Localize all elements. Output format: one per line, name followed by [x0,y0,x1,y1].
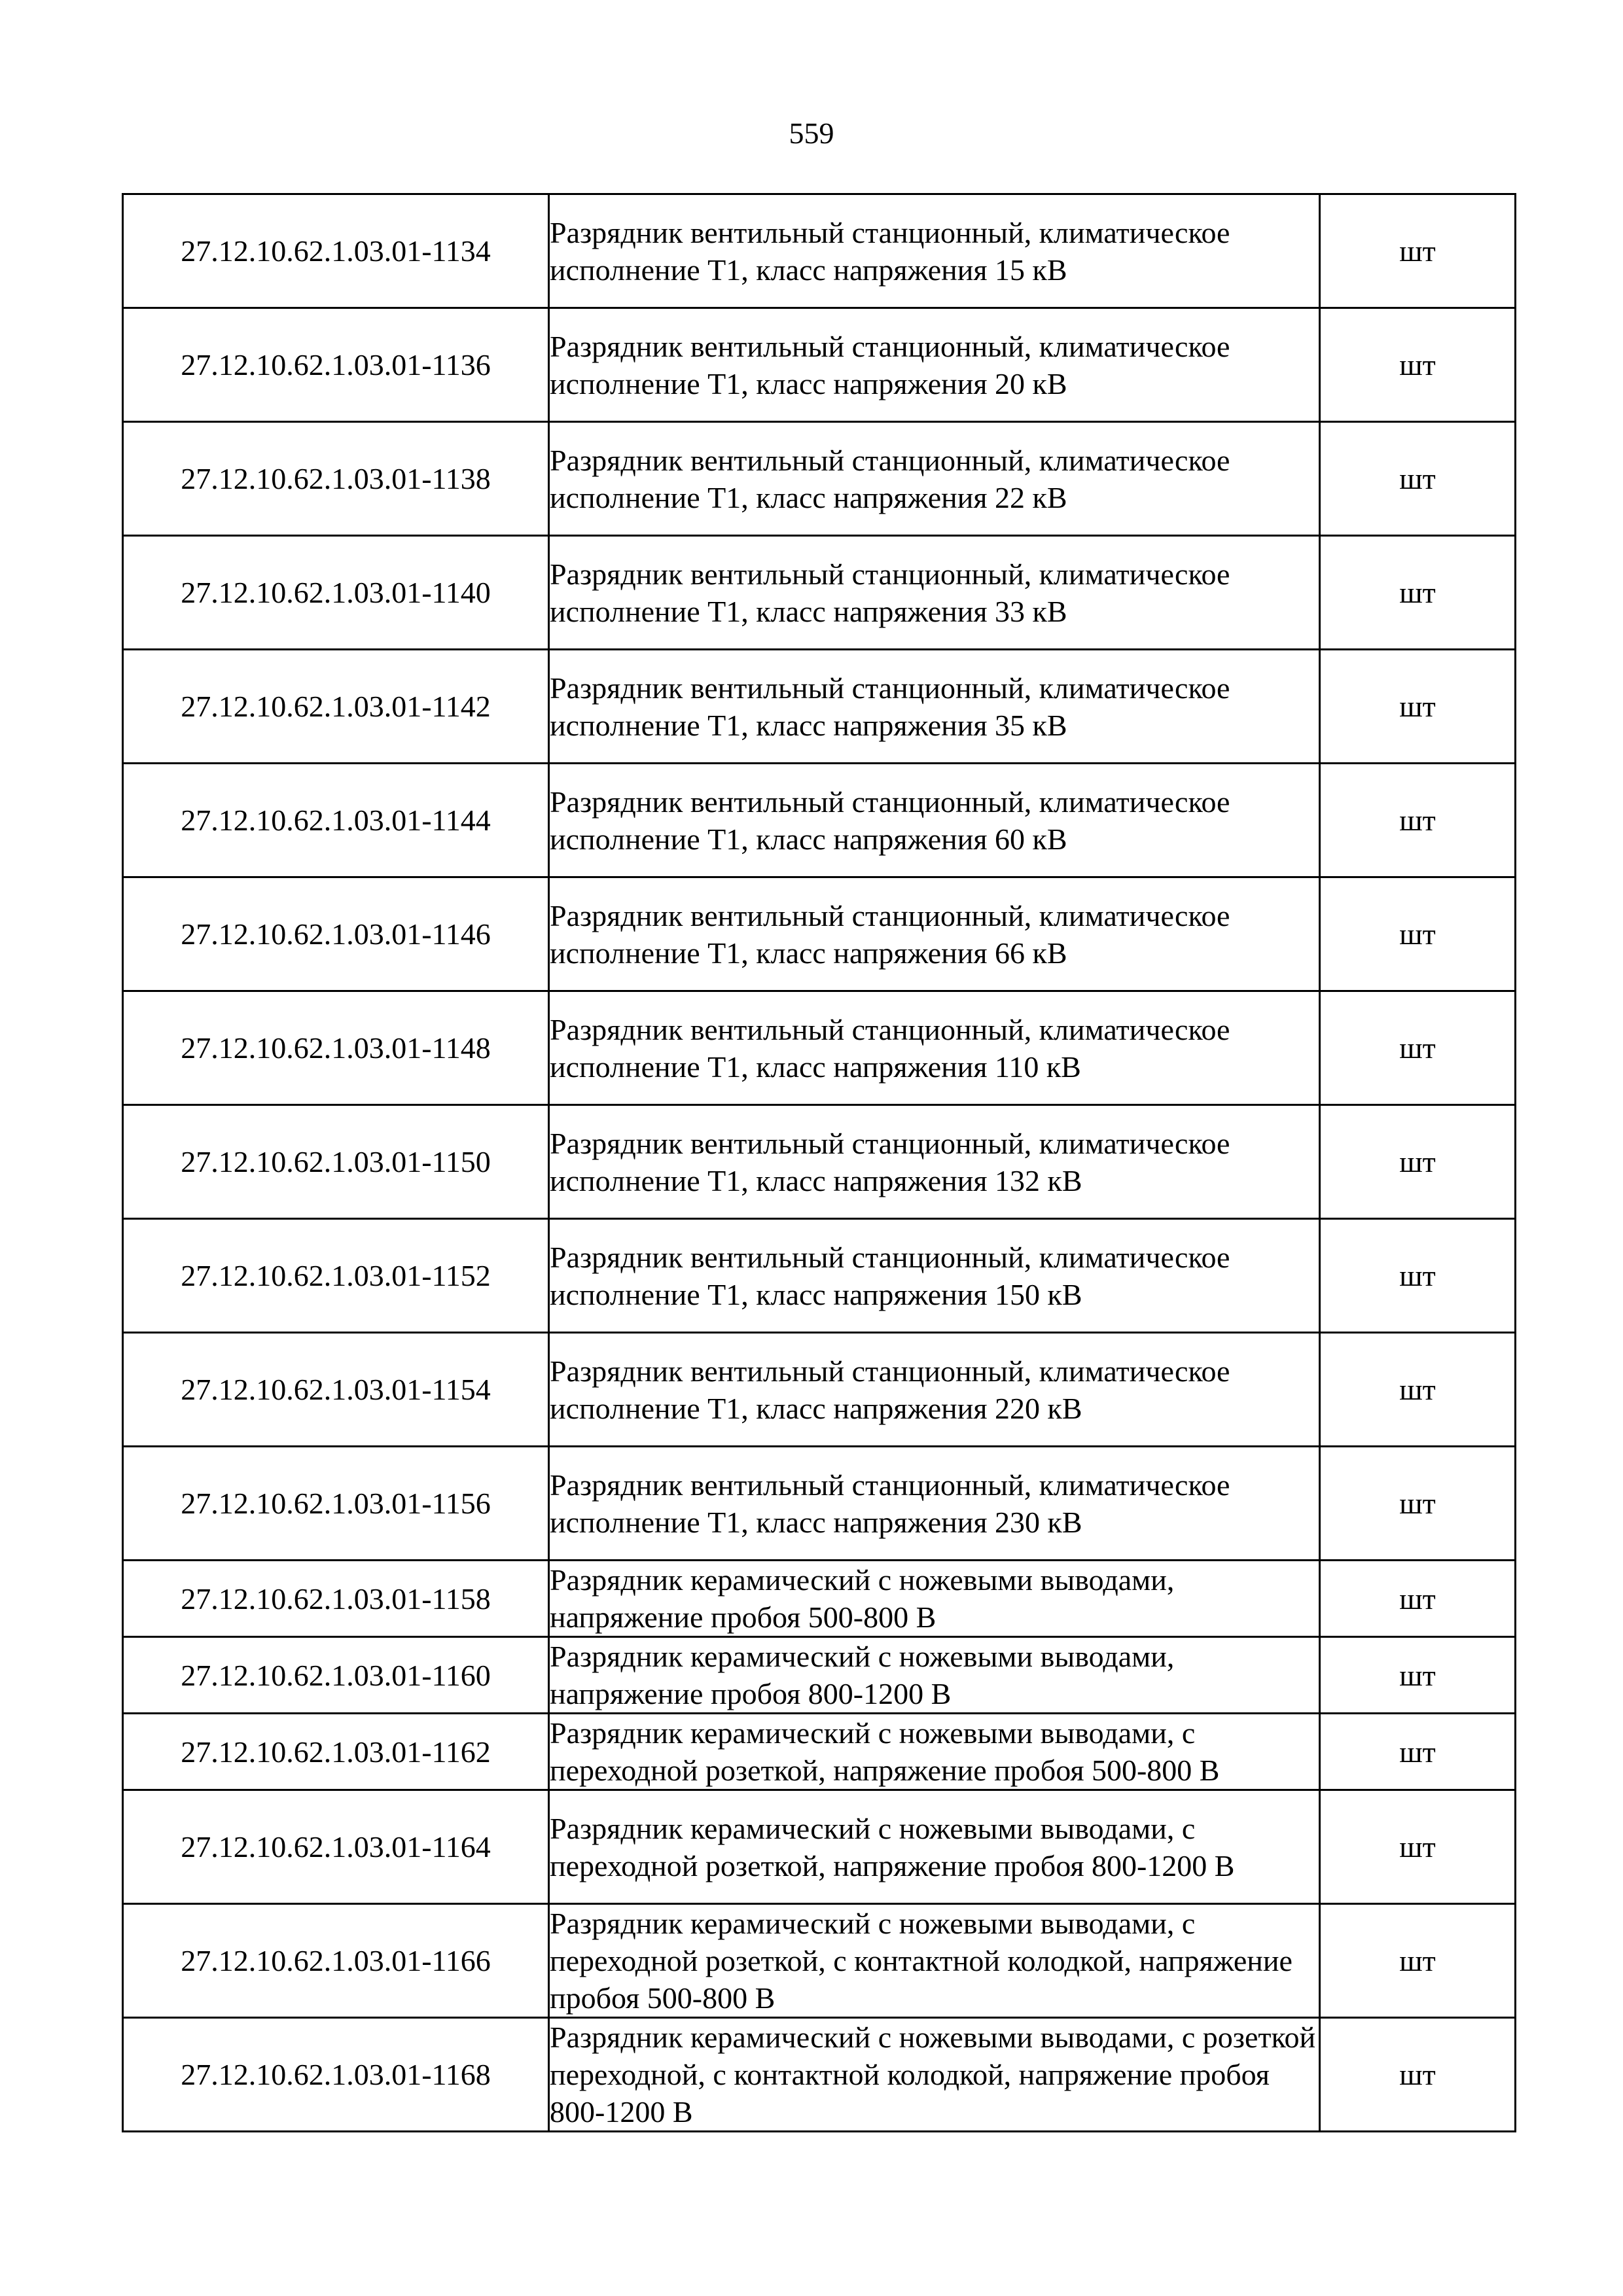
table-row [123,194,1516,308]
unit-of-measure: шт [1320,536,1516,650]
table-row [123,650,1516,764]
table-row [123,1219,1516,1333]
table-row [123,1904,1516,2018]
resource-code: 27.12.10.62.1.03.01-1154 [123,1333,549,1447]
unit-of-measure: шт [1320,650,1516,764]
unit-of-measure: шт [1320,194,1516,308]
resource-code: 27.12.10.62.1.03.01-1148 [123,991,549,1105]
unit-of-measure: шт [1320,2018,1516,2132]
resource-code: 27.12.10.62.1.03.01-1156 [123,1447,549,1561]
resource-name: Разрядник вентильный станционный, климатическое исполнение Т1, класс напряжения 60 кВ [549,764,1320,877]
table-row [123,422,1516,536]
table-row [123,536,1516,650]
resource-code: 27.12.10.62.1.03.01-1162 [123,1714,549,1790]
unit-of-measure: шт [1320,1714,1516,1790]
unit-of-measure: шт [1320,764,1516,877]
table-row [123,1561,1516,1637]
resource-name: Разрядник вентильный станционный, климатическое исполнение Т1, класс напряжения 33 кВ [549,536,1320,650]
table-row [123,1714,1516,1790]
resource-code: 27.12.10.62.1.03.01-1146 [123,877,549,991]
unit-of-measure: шт [1320,877,1516,991]
table-row [123,991,1516,1105]
table-row [123,1105,1516,1219]
table-row [123,2018,1516,2132]
resource-name: Разрядник вентильный станционный, климатическое исполнение Т1, класс напряжения 110 кВ [549,991,1320,1105]
resource-name: Разрядник керамический с ножевыми выводами, напряжение пробоя 800-1200 В [549,1637,1320,1714]
unit-of-measure: шт [1320,1637,1516,1714]
unit-of-measure: шт [1320,991,1516,1105]
unit-of-measure: шт [1320,422,1516,536]
resource-name: Разрядник вентильный станционный, климатическое исполнение Т1, класс напряжения 22 кВ [549,422,1320,536]
resource-table [122,193,1516,2132]
resource-name: Разрядник керамический с ножевыми выводами, с переходной розеткой, напряжение пробоя 800-1200 В [549,1790,1320,1904]
table-row [123,764,1516,877]
resource-code: 27.12.10.62.1.03.01-1136 [123,308,549,422]
resource-name: Разрядник керамический с ножевыми выводами, с переходной розеткой, напряжение пробоя 500-800 В [549,1714,1320,1790]
resource-code: 27.12.10.62.1.03.01-1142 [123,650,549,764]
resource-code: 27.12.10.62.1.03.01-1144 [123,764,549,877]
table-row [123,1637,1516,1714]
resource-name: Разрядник керамический с ножевыми выводами, напряжение пробоя 500-800 В [549,1561,1320,1637]
resource-code: 27.12.10.62.1.03.01-1152 [123,1219,549,1333]
resource-name: Разрядник вентильный станционный, климатическое исполнение Т1, класс напряжения 66 кВ [549,877,1320,991]
resource-name: Разрядник вентильный станционный, климатическое исполнение Т1, класс напряжения 150 кВ [549,1219,1320,1333]
resource-code: 27.12.10.62.1.03.01-1160 [123,1637,549,1714]
resource-code: 27.12.10.62.1.03.01-1138 [123,422,549,536]
page-number: 559 [789,116,834,150]
unit-of-measure: шт [1320,1904,1516,2018]
table-row [123,1447,1516,1561]
resource-name: Разрядник вентильный станционный, климатическое исполнение Т1, класс напряжения 15 кВ [549,194,1320,308]
resource-code: 27.12.10.62.1.03.01-1150 [123,1105,549,1219]
resource-name: Разрядник вентильный станционный, климатическое исполнение Т1, класс напряжения 132 кВ [549,1105,1320,1219]
table-row [123,308,1516,422]
resource-name: Разрядник керамический с ножевыми выводами, с розеткой переходной, с контактной колодкой, напряжение пробоя 800-1200 В [549,2018,1320,2132]
unit-of-measure: шт [1320,1333,1516,1447]
resource-code: 27.12.10.62.1.03.01-1168 [123,2018,549,2132]
resource-name: Разрядник вентильный станционный, климатическое исполнение Т1, класс напряжения 220 кВ [549,1333,1320,1447]
resource-code: 27.12.10.62.1.03.01-1166 [123,1904,549,2018]
resource-code: 27.12.10.62.1.03.01-1140 [123,536,549,650]
unit-of-measure: шт [1320,1105,1516,1219]
unit-of-measure: шт [1320,1790,1516,1904]
resource-code: 27.12.10.62.1.03.01-1164 [123,1790,549,1904]
resource-code: 27.12.10.62.1.03.01-1134 [123,194,549,308]
unit-of-measure: шт [1320,1447,1516,1561]
table-row [123,1790,1516,1904]
unit-of-measure: шт [1320,1219,1516,1333]
resource-name: Разрядник керамический с ножевыми выводами, с переходной розеткой, с контактной колодкой, напряжение пробоя 500-800 В [549,1904,1320,2018]
table-row [123,1333,1516,1447]
resource-code: 27.12.10.62.1.03.01-1158 [123,1561,549,1637]
table-row [123,877,1516,991]
resource-name: Разрядник вентильный станционный, климатическое исполнение Т1, класс напряжения 230 кВ [549,1447,1320,1561]
resource-name: Разрядник вентильный станционный, климатическое исполнение Т1, класс напряжения 35 кВ [549,650,1320,764]
unit-of-measure: шт [1320,308,1516,422]
resource-name: Разрядник вентильный станционный, климатическое исполнение Т1, класс напряжения 20 кВ [549,308,1320,422]
unit-of-measure: шт [1320,1561,1516,1637]
